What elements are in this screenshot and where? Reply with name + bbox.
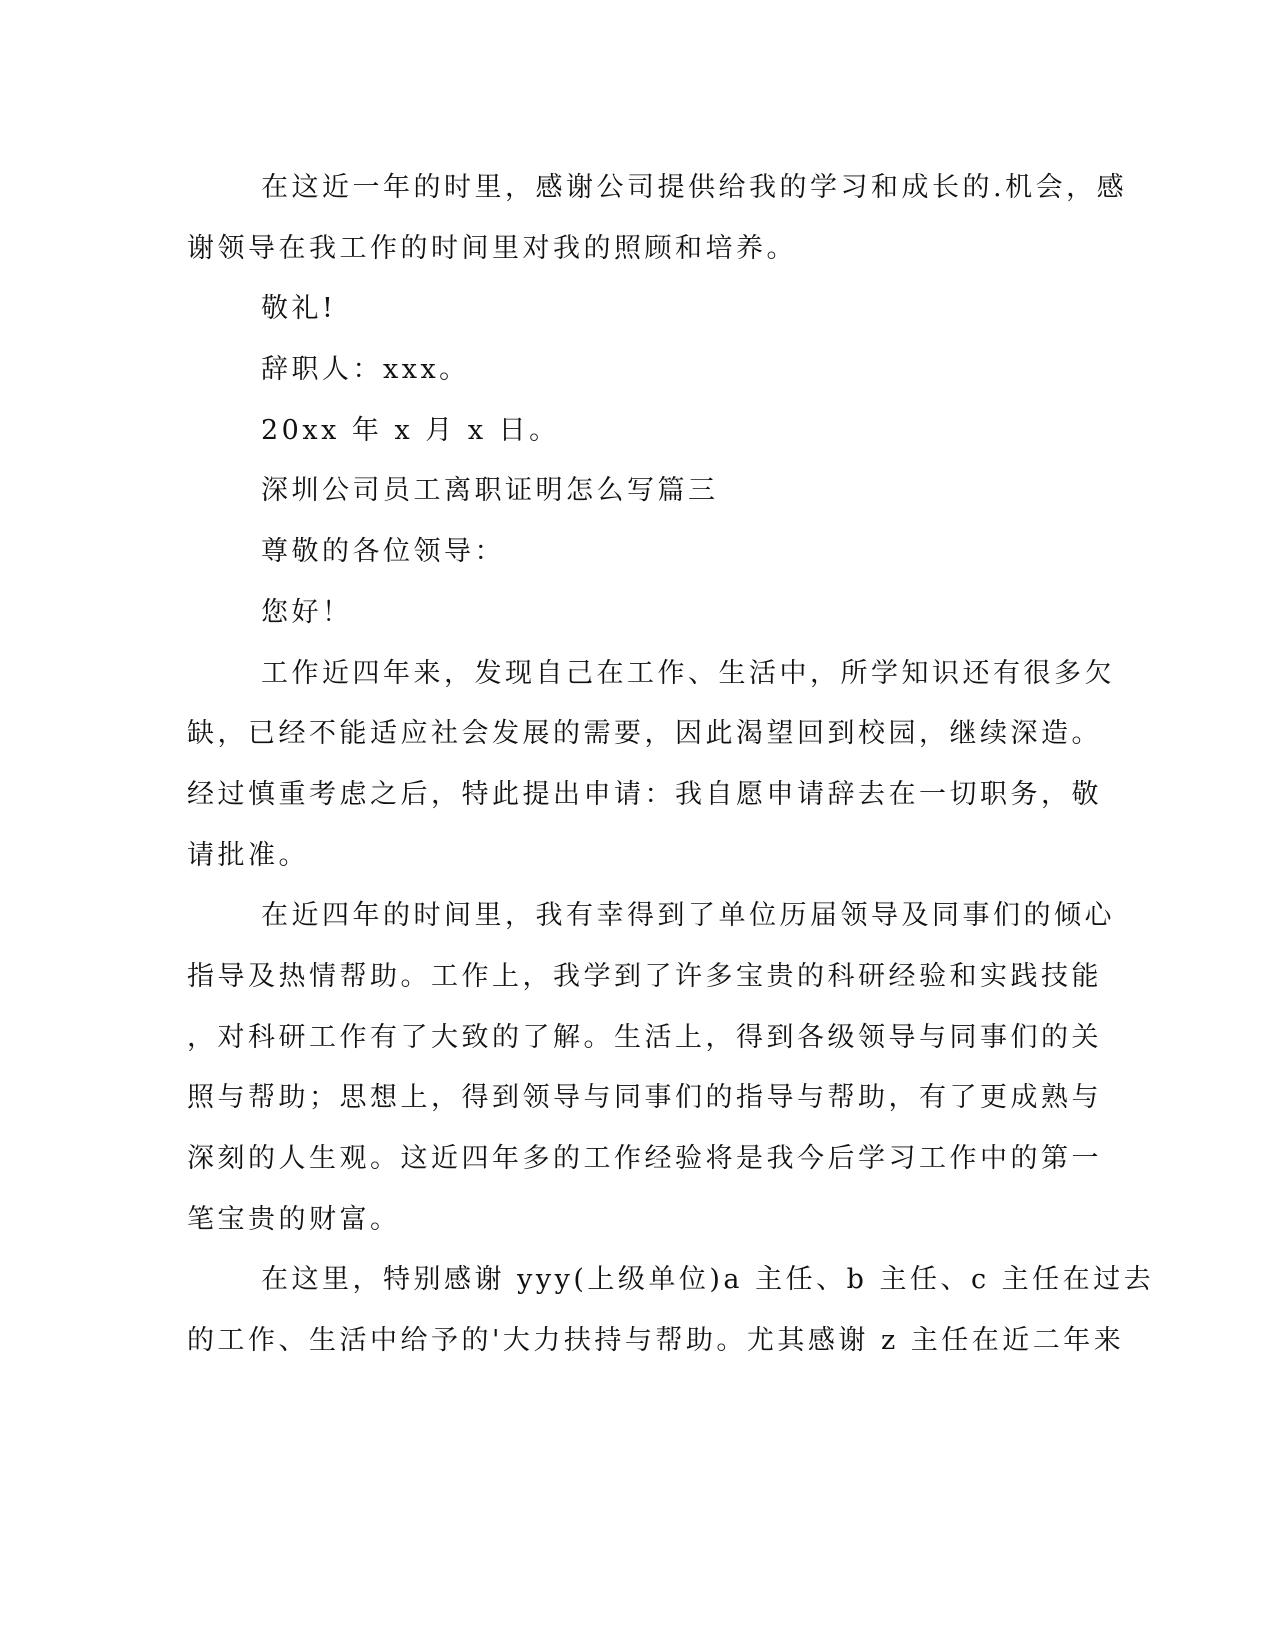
text-line: 工作近四年来，发现自己在工作、生活中，所学知识还有很多欠 — [261, 657, 1115, 689]
text-line: 经过慎重考虑之后，特此提出申请：我自愿申请辞去在一切职务，敬 — [187, 778, 1102, 810]
date-line: 20xx 年 x 月 x 日。 — [261, 414, 560, 446]
text-line: 缺，已经不能适应社会发展的需要，因此渴望回到校园，继续深造。 — [187, 718, 1102, 750]
greeting-line: 尊敬的各位领导： — [261, 536, 505, 568]
text-line: 请批准。 — [187, 839, 309, 871]
text-line: 在近四年的时间里，我有幸得到了单位历届领导及同事们的倾心 — [261, 900, 1115, 932]
text-line: 笔宝贵的财富。 — [187, 1203, 401, 1235]
text-line: 在这近一年的时里，感谢公司提供给我的学习和成长的.机会，感 — [261, 172, 1128, 203]
text-line: ，对科研工作有了大致的了解。生活上，得到各级领导与同事们的关 — [187, 1021, 1102, 1053]
document-body — [187, 158, 1155, 1372]
closing-salutation: 敬礼! — [261, 293, 337, 325]
section-heading: 深圳公司员工离职证明怎么写篇三 — [261, 475, 719, 507]
text-line: 的工作、生活中给予的'大力扶持与帮助。尤其感谢 z 主任在近二年来 — [187, 1325, 1125, 1357]
text-line: 在这里，特别感谢 yyy(上级单位)a 主任、b 主任、c 主任在过去 — [261, 1264, 1155, 1296]
greeting-line: 您好！ — [261, 596, 353, 628]
text-line: 谢领导在我工作的时间里对我的照顾和培养。 — [187, 232, 797, 264]
text-line: 深刻的人生观。这近四年多的工作经验将是我今后学习工作中的第一 — [187, 1143, 1102, 1174]
text-line: 指导及热情帮助。工作上，我学到了许多宝贵的科研经验和实践技能 — [187, 960, 1102, 992]
text-line: 照与帮助；思想上，得到领导与同事们的指导与帮助，有了更成熟与 — [187, 1082, 1102, 1114]
signer-line: 辞职人：xxx。 — [261, 354, 470, 386]
